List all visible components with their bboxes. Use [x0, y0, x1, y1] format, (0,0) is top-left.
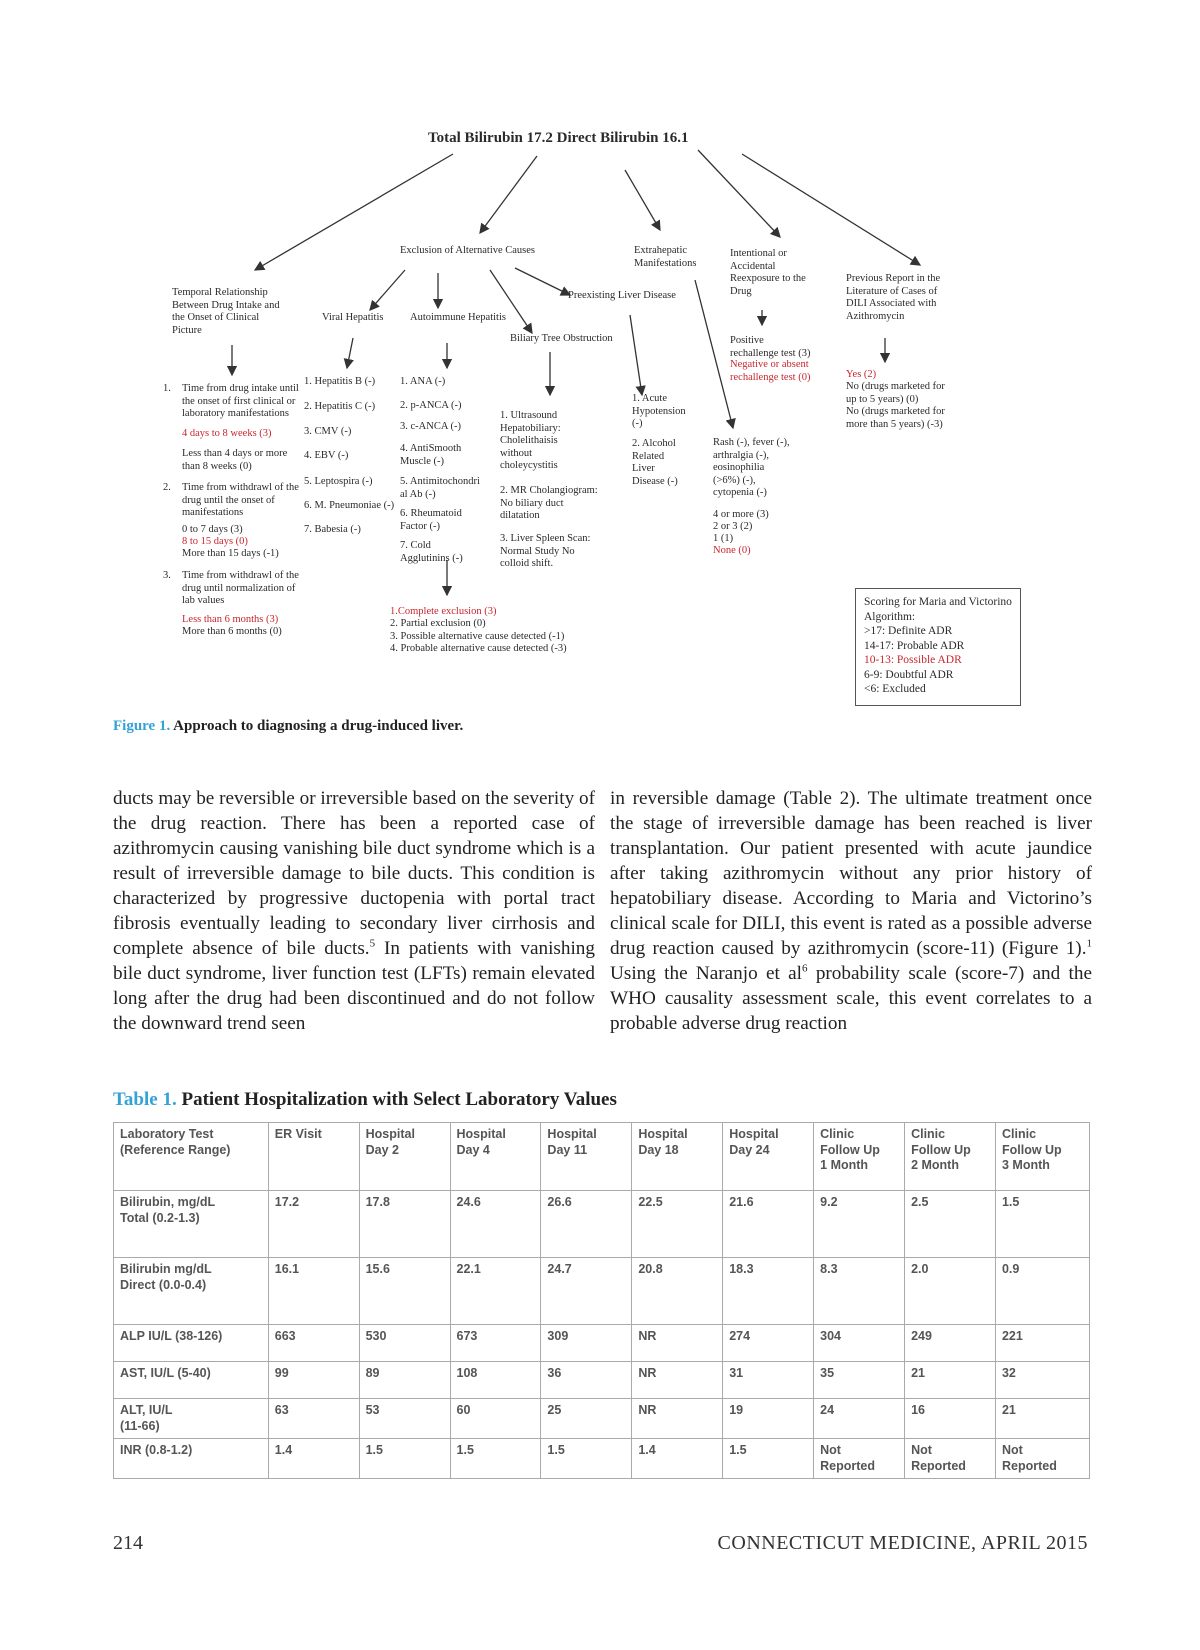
- preexisting-item: 2. Alcohol Related Liver Disease (-): [632, 438, 678, 487]
- table-row: [114, 1362, 1090, 1399]
- autoimmune-item: 2. p-ANCA (-): [400, 400, 462, 411]
- viral-item: 2. Hepatitis C (-): [304, 401, 376, 412]
- table-cell: 16.1: [268, 1258, 359, 1325]
- column-header: Hospital Day 4: [450, 1123, 541, 1191]
- biliary-item: 1. Ultrasound Hepatobiliary: Cholelithaisis without choleycystitis: [500, 410, 561, 471]
- citation: 1: [1086, 937, 1092, 950]
- reexposure-header: Intentional or Accidental Reexposure to the Drug: [730, 248, 806, 297]
- autoimmune-header: Autoimmune Hepatitis: [410, 312, 506, 323]
- table-cell: ALT, IU/L (11-66): [114, 1399, 269, 1439]
- table-cell: 1.5: [450, 1439, 541, 1479]
- table-cell: 24.6: [450, 1191, 541, 1258]
- table-cell: 108: [450, 1362, 541, 1399]
- autoimmune-item: 6. Rheumatoid Factor (-): [400, 508, 462, 532]
- temporal-item-2-score: 8 to 15 days (0): [182, 536, 248, 547]
- biliary-item: 3. Liver Spleen Scan: Normal Study No colloid shift.: [500, 533, 591, 569]
- table-cell: 1.4: [632, 1439, 723, 1479]
- table-row: [114, 1439, 1090, 1479]
- viral-item: 7. Babesia (-): [304, 524, 361, 535]
- table-cell: 530: [359, 1325, 450, 1362]
- table-cell: 99: [268, 1362, 359, 1399]
- body-column-right: [610, 786, 1092, 1036]
- table-cell: 2.0: [905, 1258, 996, 1325]
- column-header: Hospital Day 18: [632, 1123, 723, 1191]
- table-cell: 221: [995, 1325, 1089, 1362]
- table-cell: 9.2: [814, 1191, 905, 1258]
- table-cell: 1.5: [359, 1439, 450, 1479]
- table-cell: INR (0.8-1.2): [114, 1439, 269, 1479]
- table-cell: 31: [723, 1362, 814, 1399]
- table-cell: 249: [905, 1325, 996, 1362]
- table-cell: NR: [632, 1325, 723, 1362]
- table-cell: 1.5: [723, 1439, 814, 1479]
- scoring-line: 14-17: Probable ADR: [864, 639, 965, 652]
- scoring-line: 6-9: Doubtful ADR: [864, 668, 954, 681]
- table-cell: 26.6: [541, 1191, 632, 1258]
- column-header: ER Visit: [268, 1123, 359, 1191]
- lab-values-table: [113, 1122, 1090, 1479]
- table-cell: 32: [995, 1362, 1089, 1399]
- journal-footer: CONNECTICUT MEDICINE, APRIL 2015: [717, 1532, 1088, 1554]
- scoring-line-selected: 10-13: Possible ADR: [864, 654, 962, 666]
- figure-caption: [113, 718, 463, 735]
- table-row: [114, 1325, 1090, 1362]
- table-cell: NR: [632, 1362, 723, 1399]
- temporal-item-3-b: More than 6 months (0): [182, 626, 282, 637]
- table-cell: 309: [541, 1325, 632, 1362]
- figure-caption-text: Approach to diagnosing a drug-induced liver.: [170, 718, 464, 734]
- autoimmune-item: 7. Cold Agglutinins (-): [400, 540, 463, 564]
- extrahepatic-score: 4 or more (3): [713, 509, 769, 520]
- table-cell: 24: [814, 1399, 905, 1439]
- table-cell: Not Reported: [995, 1439, 1089, 1479]
- rechallenge-positive: Positive rechallenge test (3): [730, 335, 811, 359]
- previous-report-header: Previous Report in the Literature of Cases of DILI Associated with Azithromycin: [846, 273, 941, 322]
- temporal-header: Temporal Relationship Between Drug Intake and the Onset of Clinical Picture: [172, 287, 280, 336]
- citation: 5: [369, 937, 376, 950]
- table-title: [113, 1089, 617, 1111]
- table-cell: 1.5: [541, 1439, 632, 1479]
- body-text: In patients with vanishing bile duct syndrome, liver function test (LFTs) remain elevated long after the drug had been discontinued and do not follow the downward trend seen: [113, 938, 595, 1034]
- table-cell: 21: [995, 1399, 1089, 1439]
- preexisting-header: Preexisting Liver Disease: [568, 290, 676, 301]
- table-cell: 53: [359, 1399, 450, 1439]
- table-cell: 25: [541, 1399, 632, 1439]
- table-cell: 1.4: [268, 1439, 359, 1479]
- autoimmune-item: 4. AntiSmooth Muscle (-): [400, 443, 462, 467]
- extrahepatic-desc: Rash (-), fever (-), arthralgia (-), eosinophilia (>6%) (-), cytopenia (-): [713, 437, 790, 498]
- exclusion-score-selected: 1.Complete exclusion (3): [390, 606, 497, 617]
- table-cell: Bilirubin mg/dL Direct (0.0-0.4): [114, 1258, 269, 1325]
- previous-yes: Yes (2): [846, 369, 877, 380]
- temporal-num-3: 3.: [163, 570, 171, 581]
- figure-caption-label: Figure 1.: [113, 718, 171, 734]
- table-row: [114, 1191, 1090, 1258]
- temporal-item-2-c: More than 15 days (-1): [182, 548, 279, 559]
- table-cell: 19: [723, 1399, 814, 1439]
- citation: 6: [802, 962, 808, 975]
- temporal-item-1: Time from drug intake until the onset of first clinical or laboratory manifestations: [182, 383, 299, 419]
- scoring-line: <6: Excluded: [864, 683, 926, 695]
- table-cell: 22.5: [632, 1191, 723, 1258]
- table-cell: 18.3: [723, 1258, 814, 1325]
- table-cell: 24.7: [541, 1258, 632, 1325]
- table-header-row: [114, 1123, 1090, 1191]
- table-row: [114, 1258, 1090, 1325]
- preexisting-item: 1. Acute Hypotension (-): [632, 393, 686, 429]
- table-row: [114, 1399, 1090, 1439]
- scoring-head: Scoring for Maria and Victorino Algorithm:: [864, 596, 1012, 623]
- autoimmune-item: 5. Antimitochondri al Ab (-): [400, 476, 480, 500]
- body-text: probability scale (score-7) and the WHO causality assessment scale, this event correlates to a probable adverse drug reaction: [610, 963, 1092, 1034]
- column-header: Hospital Day 2: [359, 1123, 450, 1191]
- column-header: Hospital Day 24: [723, 1123, 814, 1191]
- page-number: 214: [113, 1532, 143, 1554]
- table-cell: 663: [268, 1325, 359, 1362]
- viral-item: 3. CMV (-): [304, 426, 352, 437]
- body-text: in reversible damage (Table 2). The ultimate treatment once the stage of irreversible damage has been reached is liver transplantation. Our patient presented with acute jaundice after taking azithromycin without any prior history of hepatobiliary disease. According to Maria and Victorino’s clinical scale for DILI, this event is rated as a possible adverse drug reaction caused by azithromycin (score-11) (Figure 1).: [610, 788, 1092, 959]
- scoring-line: >17: Definite ADR: [864, 625, 953, 637]
- table-cell: 304: [814, 1325, 905, 1362]
- table-cell: 60: [450, 1399, 541, 1439]
- temporal-num-1: 1.: [163, 383, 171, 394]
- scoring-legend-box: [855, 588, 1021, 706]
- temporal-item-2: Time from withdrawl of the drug until the onset of manifestations: [182, 482, 299, 518]
- viral-item: 5. Leptospira (-): [304, 476, 373, 487]
- table-cell: 16: [905, 1399, 996, 1439]
- body-column-left: [113, 786, 595, 1036]
- table-cell: 17.8: [359, 1191, 450, 1258]
- table-cell: 2.5: [905, 1191, 996, 1258]
- column-header: Laboratory Test (Reference Range): [114, 1123, 269, 1191]
- table-cell: 21.6: [723, 1191, 814, 1258]
- table-cell: 274: [723, 1325, 814, 1362]
- exclusion-header: Exclusion of Alternative Causes: [400, 245, 536, 256]
- table-cell: AST, IU/L (5-40): [114, 1362, 269, 1399]
- biliary-item: 2. MR Cholangiogram: No biliary duct dilatation: [500, 485, 598, 521]
- extrahepatic-score-selected: None (0): [713, 545, 751, 556]
- viral-item: 1. Hepatitis B (-): [304, 376, 376, 387]
- viral-item: 4. EBV (-): [304, 450, 349, 461]
- table-cell: 21: [905, 1362, 996, 1399]
- table-cell: NR: [632, 1399, 723, 1439]
- table-cell: 22.1: [450, 1258, 541, 1325]
- table-cell: 673: [450, 1325, 541, 1362]
- biliary-header: Biliary Tree Obstruction: [510, 333, 613, 344]
- table-cell: 1.5: [995, 1191, 1089, 1258]
- table-cell: 0.9: [995, 1258, 1089, 1325]
- table-label: Table 1.: [113, 1089, 177, 1110]
- table-cell: Bilirubin, mg/dL Total (0.2-1.3): [114, 1191, 269, 1258]
- temporal-item-1-alt: Less than 4 days or more than 8 weeks (0): [182, 448, 288, 472]
- extrahepatic-score: 1 (1): [713, 533, 734, 544]
- flowchart-figure: [160, 130, 1040, 720]
- exclusion-scores: 2. Partial exclusion (0) 3. Possible alternative cause detected (-1) 4. Probable alternative cause detected (-3): [390, 618, 567, 654]
- table-cell: Not Reported: [905, 1439, 996, 1479]
- column-header: Clinic Follow Up 2 Month: [905, 1123, 996, 1191]
- temporal-item-2-a: 0 to 7 days (3): [182, 524, 243, 535]
- temporal-item-3-score: Less than 6 months (3): [182, 614, 279, 625]
- table-cell: 35: [814, 1362, 905, 1399]
- extrahepatic-score: 2 or 3 (2): [713, 521, 753, 532]
- column-header: Hospital Day 11: [541, 1123, 632, 1191]
- body-text: ducts may be reversible or irreversible based on the severity of the drug reaction. There has been a reported case of azithromycin causing vanishing bile duct syndrome which is a result of irreversible damage to bile ducts. This condition is characterized by progressive ductopenia with portal tract fibrosis eventually leading to secondary liver cirrhosis and complete absence of bile ducts.: [113, 788, 595, 959]
- table-cell: 36: [541, 1362, 632, 1399]
- table-cell: Not Reported: [814, 1439, 905, 1479]
- table-cell: 20.8: [632, 1258, 723, 1325]
- viral-hepatitis-header: Viral Hepatitis: [322, 312, 384, 323]
- flowchart-title: Total Bilirubin 17.2 Direct Bilirubin 16.1: [428, 130, 689, 146]
- table-cell: 8.3: [814, 1258, 905, 1325]
- table-cell: 63: [268, 1399, 359, 1439]
- viral-item: 6. M. Pneumoniae (-): [304, 500, 395, 511]
- table-title-text: Patient Hospitalization with Select Laboratory Values: [176, 1089, 617, 1110]
- temporal-num-2: 2.: [163, 482, 171, 493]
- autoimmune-item: 1. ANA (-): [400, 376, 446, 387]
- temporal-item-1-score: 4 days to 8 weeks (3): [182, 428, 272, 439]
- table-cell: 89: [359, 1362, 450, 1399]
- previous-no: No (drugs marketed for up to 5 years) (0) No (drugs marketed for more than 5 years) (-3): [846, 381, 945, 430]
- table-cell: 15.6: [359, 1258, 450, 1325]
- extrahepatic-header: Extrahepatic Manifestations: [634, 245, 697, 269]
- table-cell: 17.2: [268, 1191, 359, 1258]
- temporal-item-3: Time from withdrawl of the drug until normalization of lab values: [182, 570, 299, 606]
- autoimmune-item: 3. c-ANCA (-): [400, 421, 461, 432]
- rechallenge-negative: Negative or absent rechallenge test (0): [730, 359, 811, 383]
- column-header: Clinic Follow Up 1 Month: [814, 1123, 905, 1191]
- body-text: Using the Naranjo et al: [610, 963, 803, 984]
- column-header: Clinic Follow Up 3 Month: [995, 1123, 1089, 1191]
- table-cell: ALP IU/L (38-126): [114, 1325, 269, 1362]
